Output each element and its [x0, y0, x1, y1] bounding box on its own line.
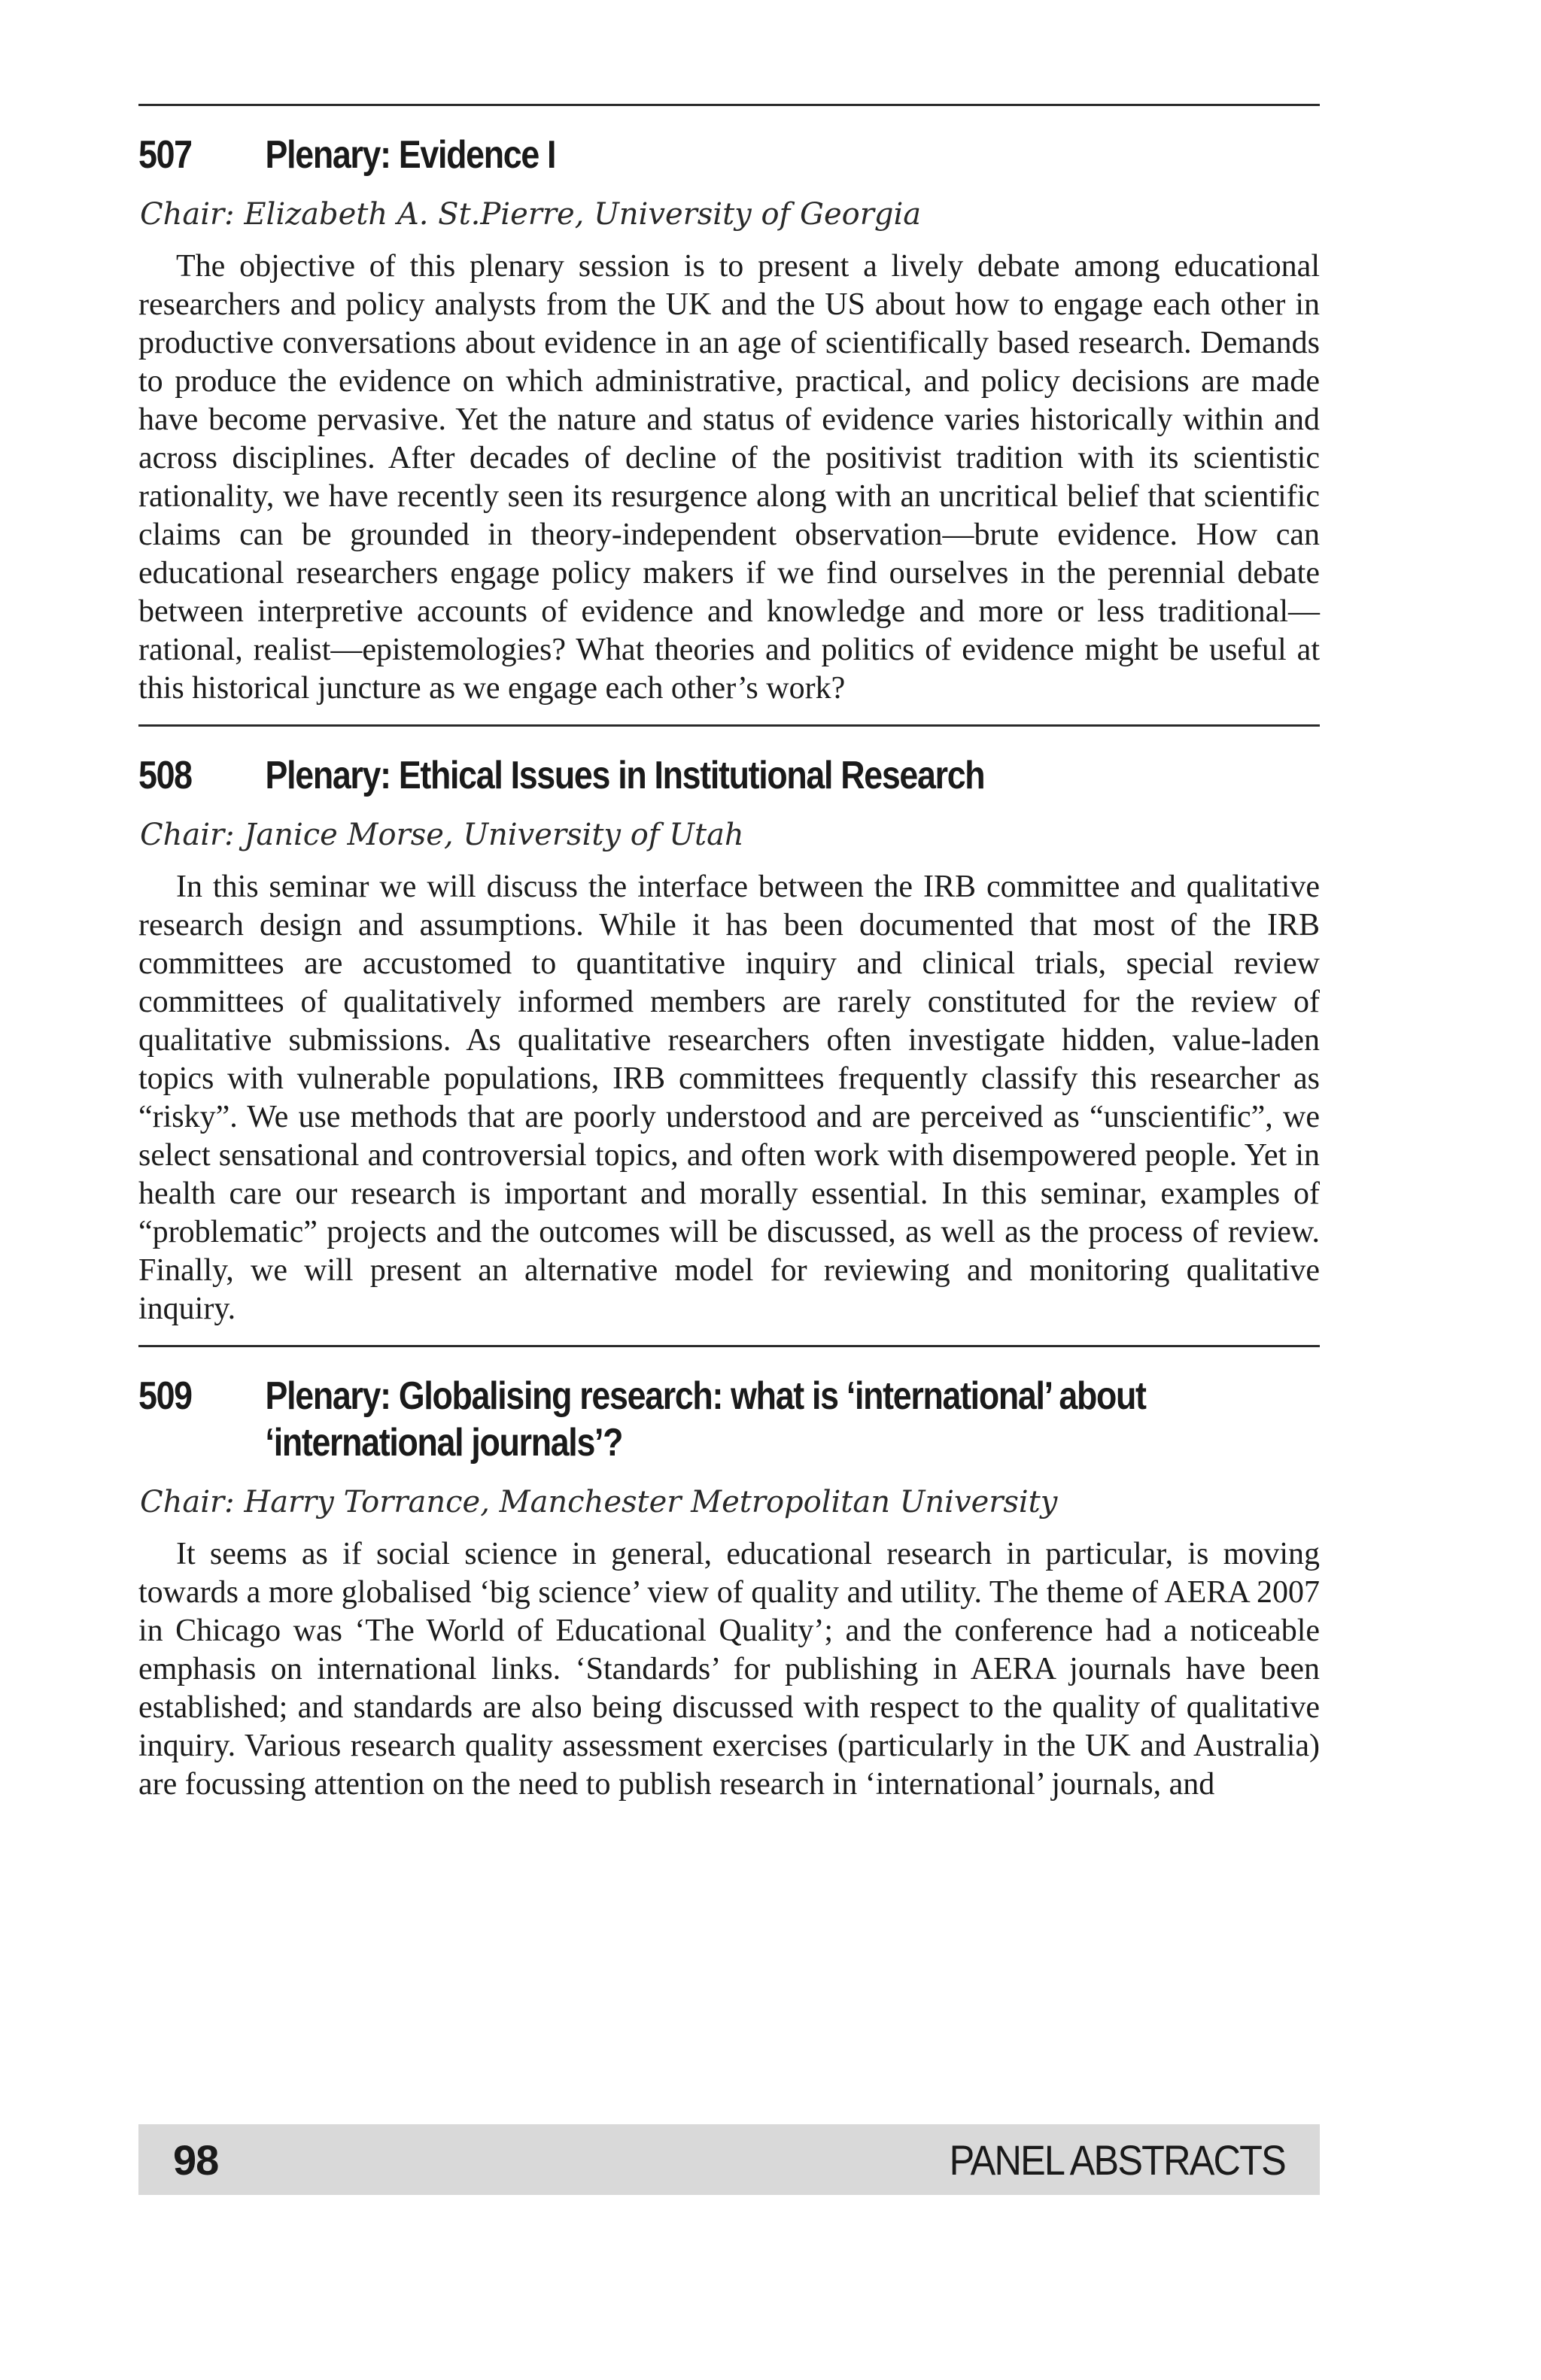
session-chair: Chair: Harry Torrance, Manchester Metropolitan University: [140, 1485, 1058, 1519]
page-footer: [138, 2124, 1320, 2195]
session-abstract: The objective of this plenary session is to present a lively debate among educational researchers and policy analysts from the UK and the US about how to engage each other in productive conversations about evidence in an age of scientifically based research. Demands to produce the evidence on which administrative, practical, and policy decisions are made have become pervasive. Yet the nature and status of evidence varies historically within and across disciplines. After decades of decline of the positivist tradition with its scientistic rationality, we have recently seen its resurgence along with an uncritical belief that scientific claims can be grounded in theory-independent observation—brute evidence. How can educational researchers engage policy makers if we find ourselves in the perennial debate between interpretive accounts of evidence and knowledge and more or less traditional—rational, realist—epistemologies? What theories and politics of evidence might be useful at this historical juncture as we engage each other’s work?: [138, 249, 1320, 706]
session-509: [138, 1345, 1320, 1804]
session-abstract: It seems as if social science in general, educational research in particular, is moving towards a more globalised ‘big science’ view of quality and utility. The theme of AERA 2007 in Chicago was ‘The World of Educational Quality’; and the conference had a noticeable emphasis on international links. ‘Standards’ for publishing in AERA journals have been established; and standards are also being discussed with respect to the quality of qualitative inquiry. Various research quality assessment exercises (particularly in the UK and Australia) are focussing attention on the need to publish research in ‘international’ journals, and: [138, 1537, 1320, 1802]
session-number: 509: [138, 1374, 192, 1418]
session-507: [138, 104, 1320, 708]
session-508: [138, 724, 1320, 1328]
session-heading: [138, 132, 1317, 178]
session-number: 508: [138, 754, 192, 797]
session-heading: [138, 1373, 1317, 1466]
running-title: PANEL ABSTRACTS: [949, 2136, 1285, 2184]
session-title: Plenary: Evidence I: [265, 133, 556, 177]
section-divider: [138, 1345, 1320, 1347]
section-divider: [138, 104, 1320, 106]
session-chair: Chair: Elizabeth A. St.Pierre, University of Georgia: [140, 197, 922, 232]
session-number: 507: [138, 133, 192, 177]
session-heading: [138, 752, 1317, 799]
session-chair: Chair: Janice Morse, University of Utah: [140, 818, 744, 852]
page-content: [138, 104, 1320, 1804]
session-title: Plenary: Globalising research: what is ‘international’ about ‘international journals’?: [265, 1374, 1146, 1465]
page-number: 98: [173, 2136, 219, 2184]
section-divider: [138, 724, 1320, 727]
session-title: Plenary: Ethical Issues in Institutional Research: [265, 754, 985, 797]
session-abstract: In this seminar we will discuss the interface between the IRB committee and qualitative research design and assumptions. While it has been documented that most of the IRB committees are accustomed to quantitative inquiry and clinical trials, special review committees of qualitatively informed members are rarely constituted for the review of qualitative submissions. As qualitative researchers often investigate hidden, value-laden topics with vulnerable populations, IRB committees frequently classify this researcher as “risky”. We use methods that are poorly understood and are perceived as “unscientific”, we select sensational and controversial topics, and often work with disempowered people. Yet in health care our research is important and morally essential. In this seminar, examples of “problematic” projects and the outcomes will be discussed, as well as the process of review. Finally, we will present an alternative model for reviewing and monitoring qualitative inquiry.: [138, 870, 1320, 1326]
